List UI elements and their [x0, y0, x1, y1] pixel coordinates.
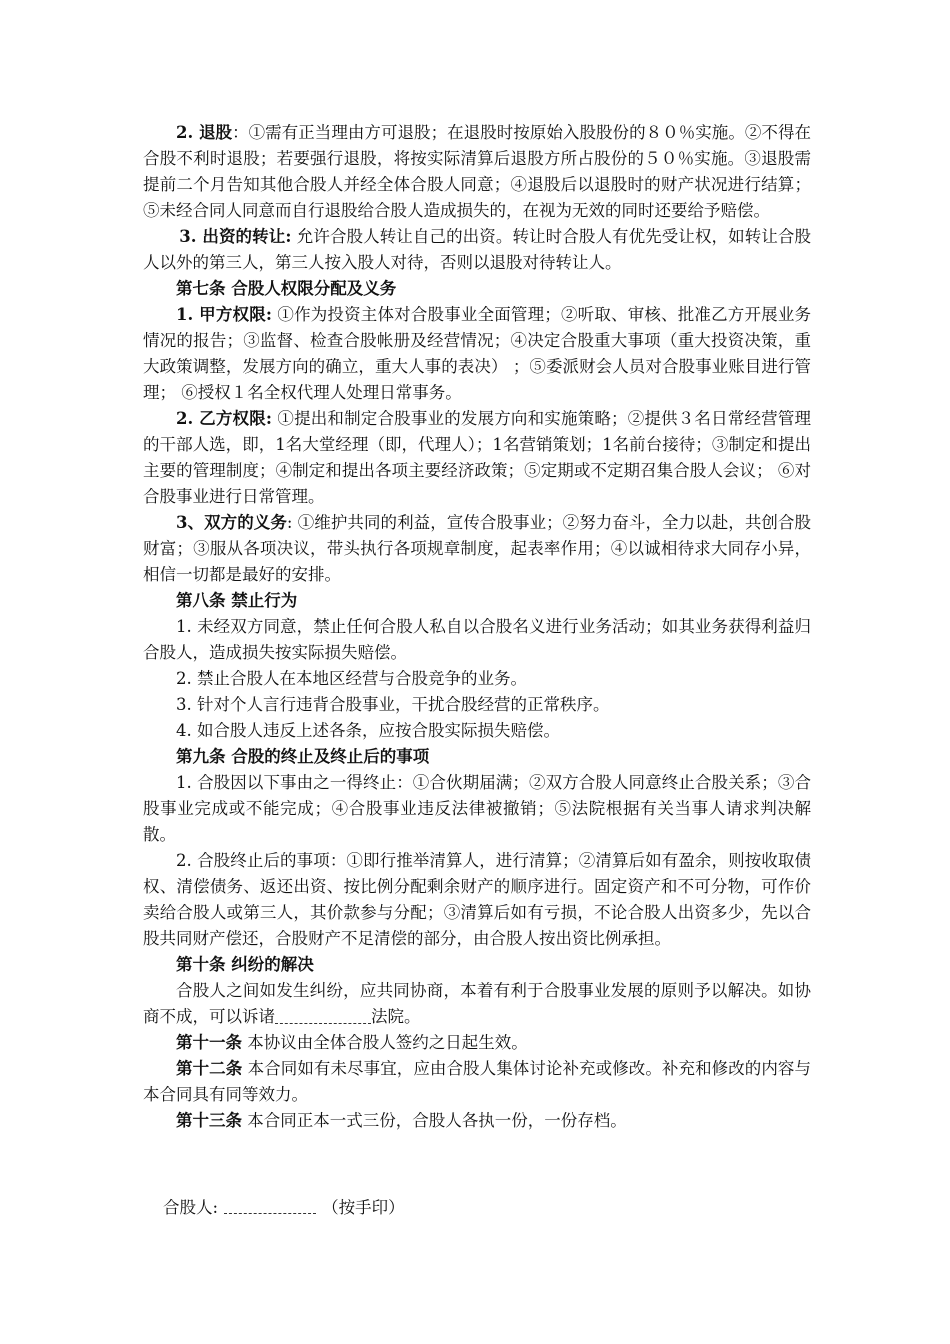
- court-name-blank: [275, 1007, 371, 1024]
- article8-item: 2. 禁止合股人在本地区经营与合股竞争的业务。: [176, 669, 527, 688]
- contract-body: [143, 120, 811, 1134]
- article7-heading: 第七条 合股人权限分配及义务: [176, 279, 397, 298]
- article-text: 本合同正本一式三份，合股人各执一份，一份存档。: [242, 1111, 627, 1130]
- item-label: 2. 乙方权限:: [176, 409, 272, 428]
- article9-item: 2. 合股终止后的事项：①即行推举清算人，进行清算；②清算后如有盈余，则按收取债权、清偿债务、返还出资、按比例分配剩余财产的顺序进行。固定资产和不可分物，可作价卖给合股人或第三人，其价款参与分配；③清算后如有亏损，不论合股人出资多少，先以合股共同财产偿还，合股财产不足清偿的部分，由合股人按出资比例承担。: [143, 851, 811, 948]
- article9-heading: 第九条 合股的终止及终止后的事项: [176, 747, 430, 766]
- item-label: 3、双方的义务: [176, 513, 287, 532]
- article8-item: 1. 未经双方同意，禁止任何合股人私自以合股名义进行业务活动；如其业务获得利益归合股人，造成损失按实际损失赔偿。: [143, 617, 811, 662]
- item-label: 2. 退股: [176, 123, 233, 142]
- item-text: 允许合股人转让自己的出资。转让时合股人有优先受让权，如转让合股人以外的第三人，第三人按入股人对待，否则以退股对待转让人。: [143, 227, 812, 272]
- item-text: ①作为投资主体对合股事业全面管理；②听取、审核、批准乙方开展业务情况的报告；③监督、检查合股帐册及经营情况；④决定合股重大事项（重大投资决策，重大政策调整，发展方向的确立，重大人事的表决） ；⑤委派财会人员对合股事业账目进行管理； ⑥授权１名全权代理人处理日常事务。: [143, 305, 811, 402]
- article11: [143, 1030, 811, 1056]
- article-text: 本合同如有未尽事宜，应由合股人集体讨论补充或修改。补充和修改的内容与本合同具有同等效力。: [143, 1059, 812, 1104]
- article10-text-after: 法院。: [371, 1007, 421, 1026]
- article-text: 本协议由全体合股人签约之日起生效。: [242, 1033, 528, 1052]
- article6-item2: [143, 120, 811, 224]
- article13: [143, 1108, 811, 1134]
- article6-item3: [143, 224, 811, 276]
- signature-line: [163, 1195, 405, 1221]
- article9-item: 1. 合股因以下事由之一得终止：①合伙期届满；②双方合股人同意终止合股关系；③合股事业完成或不能完成；④合股事业违反法律被撤销；⑤法院根据有关当事人请求判决解散。: [143, 773, 811, 844]
- article-label: 第十二条: [176, 1059, 243, 1078]
- article7-item3: [143, 510, 811, 588]
- item-label: 1. 甲方权限:: [176, 305, 272, 324]
- article10-text-before: 合股人之间如发生纠纷，应共同协商，本着有利于合股事业发展的原则予以解决。如协商不成，可以诉诸: [143, 981, 811, 1026]
- article-label: 第十三条: [176, 1111, 242, 1130]
- signature-blank: [224, 1199, 316, 1214]
- signature-label: 合股人:: [163, 1198, 219, 1217]
- article8-item: 4. 如合股人违反上述各条，应按合股实际损失赔偿。: [176, 721, 560, 740]
- item-text: ：①需有正当理由方可退股；在退股时按原始入股股份的８０％实施。②不得在合股不利时退股；若要强行退股，将按实际清算后退股方所占股份的５０％实施。③退股需提前二个月告知其他合股人并经全体合股人同意；④退股后以退股时的财产状况进行结算；⑤未经合同人同意而自行退股给合股人造成损失的，在视为无效的同时还要给予赔偿。: [143, 123, 811, 220]
- item-text: : ①维护共同的利益，宣传合股事业；②努力奋斗，全力以赴，共创合股财富；③服从各项决议，带头执行各项规章制度，起表率作用；④以诚相待求大同存小异，相信一切都是最好的安排。: [143, 513, 811, 584]
- article7-item1: [143, 302, 811, 406]
- item-text: ①提出和制定合股事业的发展方向和实施策略；②提供３名日常经营管理的干部人选，即，1名大堂经理（即，代理人）；1名营销策划；1名前台接待；③制定和提出主要的管理制度；④制定和提出各项主要经济政策；⑤定期或不定期召集合股人会议； ⑥对合股事业进行日常管理。: [143, 409, 811, 506]
- article-label: 第十一条: [176, 1033, 242, 1052]
- article10-text: [143, 978, 811, 1030]
- item-label: 3. 出资的转让:: [179, 227, 292, 246]
- article12: [143, 1056, 811, 1108]
- signature-suffix: （按手印）: [322, 1198, 405, 1217]
- article7-item2: [143, 406, 811, 510]
- article8-heading: 第八条 禁止行为: [176, 591, 298, 610]
- article10-heading: 第十条 纠纷的解决: [176, 955, 314, 974]
- article8-item: 3. 针对个人言行违背合股事业，干扰合股经营的正常秩序。: [176, 695, 610, 714]
